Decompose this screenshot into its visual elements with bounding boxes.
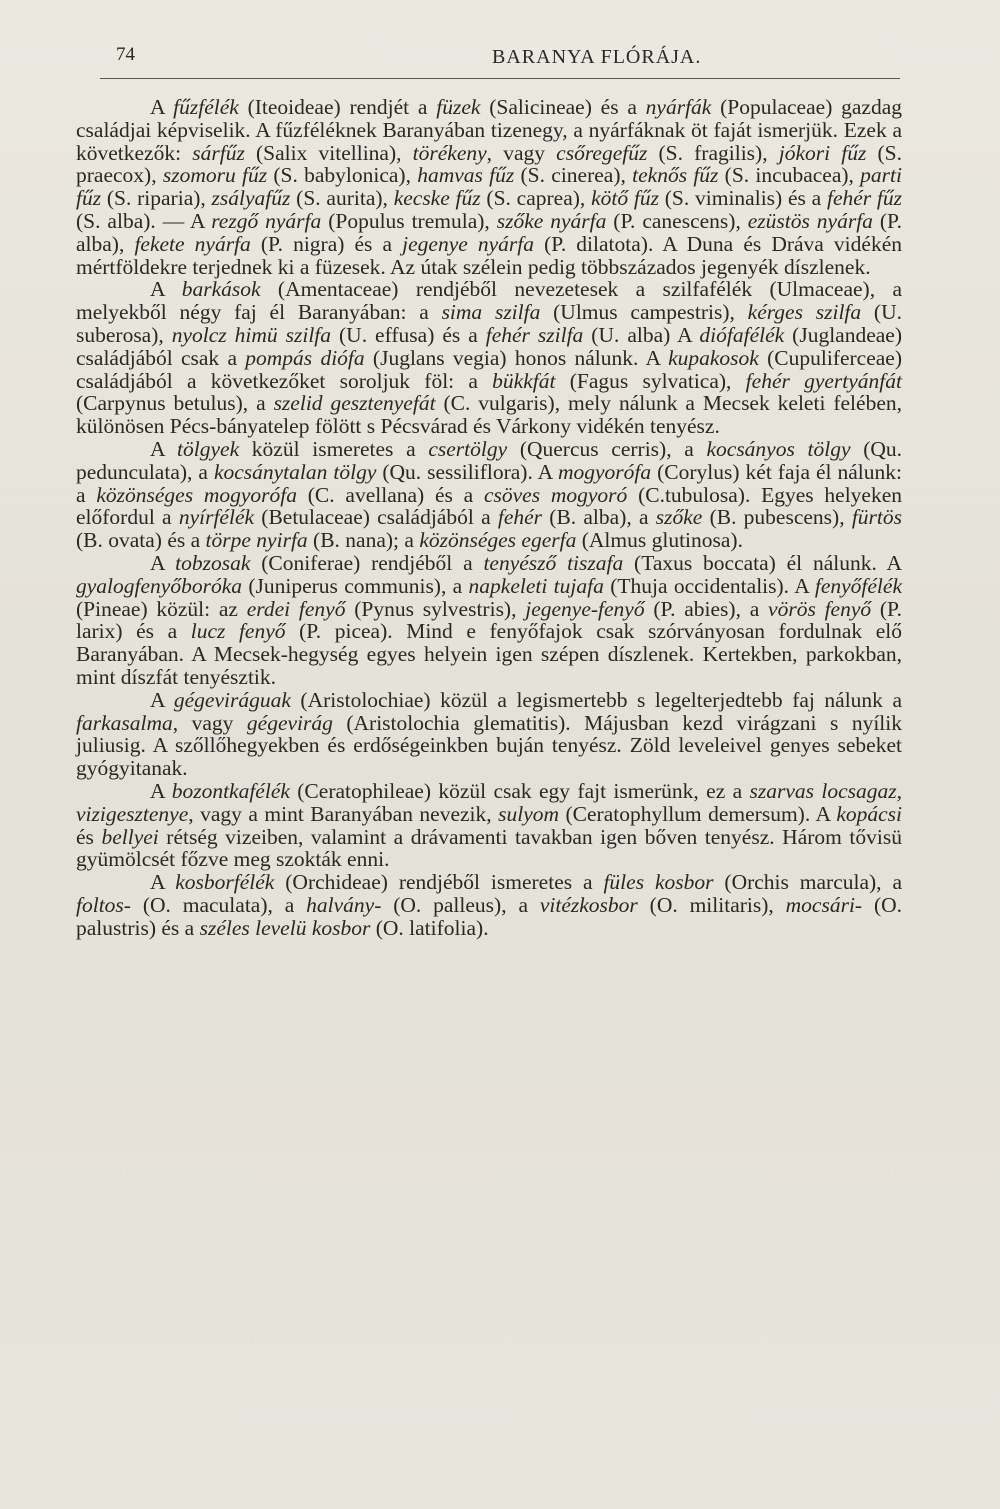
text-run: (Qu. sessiliflora). A — [376, 459, 558, 484]
italic-term: törpe nyirfa — [205, 528, 308, 553]
text-run: (C. vulgaris), mely nálunk a Mecsek keleti felében, különösen Pécs-bányatelep fölött s Pécsvárad és Várkony vidékén tenyész. — [76, 391, 902, 439]
italic-term: halvány- — [306, 892, 382, 917]
text-run: (Juglandeae) családjából csak a — [76, 322, 902, 370]
text-run: , vagy a mint Baranyában nevezik, — [188, 801, 499, 826]
italic-term: fekete nyárfa — [134, 231, 251, 256]
italic-term: széles levelü kosbor — [199, 915, 371, 940]
italic-term: parti fűz — [76, 163, 902, 211]
text-run: (Salicineae) és a — [480, 95, 646, 119]
paragraph-birthworts — [76, 689, 902, 780]
page-number: 74 — [116, 44, 135, 65]
italic-term: jókori fűz — [778, 140, 867, 165]
text-run: (Almus glutinosa). — [576, 528, 743, 553]
italic-term: fehér fűz — [826, 186, 903, 211]
text-run: (U. alba) A — [583, 322, 700, 347]
text-run: A — [150, 687, 174, 712]
paragraph-conifers — [76, 552, 902, 689]
text-run: közül ismeretes a — [239, 436, 429, 461]
italic-term: füzek — [436, 95, 481, 119]
italic-term: fűzfélék — [173, 95, 239, 119]
italic-term: napkeleti tujafa — [468, 573, 604, 598]
italic-term: vitézkosbor — [539, 892, 638, 917]
italic-term: szőke nyárfa — [496, 208, 607, 233]
italic-term: közönséges mogyorófa — [96, 482, 297, 507]
text-run: A — [150, 95, 174, 119]
italic-term: közönséges egerfa — [419, 528, 577, 553]
text-run: (Betulaceae) családjából a — [254, 505, 498, 530]
text-run: (B. alba), a — [542, 505, 656, 530]
italic-term: tenyésző tiszafa — [483, 550, 624, 575]
text-run: (Pynus sylvestris), — [345, 596, 526, 621]
text-run: (Populaceae) gazdag családjai képviselik. A fűzféléknek Baranyában tizenegy, a nyárfáknak öt faját ismerjük. Ezek a következők: — [76, 95, 903, 165]
text-run: , vagy — [486, 140, 557, 165]
italic-term: csöves mogyoró — [483, 482, 628, 507]
paragraph-catkin-bearers — [76, 278, 902, 438]
italic-term: kupakosok — [668, 345, 759, 370]
italic-term: szőke — [655, 505, 703, 530]
text-run: (O. palustris) és a — [76, 892, 903, 940]
italic-term: barkások — [181, 277, 261, 302]
page-header — [100, 38, 900, 82]
italic-term: jegenye-fenyő — [525, 596, 645, 621]
text-run: (S. caprea), — [480, 186, 592, 211]
text-run: (Ceratophileae) közül csak egy fajt ismerünk, ez a — [289, 778, 750, 803]
paragraph-oaks — [76, 438, 902, 552]
italic-term: törékeny — [412, 140, 487, 165]
running-title: BARANYA FLÓRÁJA. — [492, 46, 702, 68]
italic-term: tobzosak — [175, 550, 251, 575]
text-run: (Juglans vegia) honos nálunk. A — [364, 345, 669, 370]
text-run: (B. pubescens), — [702, 505, 852, 530]
text-run: , vagy — [172, 710, 247, 735]
italic-term: bozontkafélék — [171, 778, 290, 803]
body-text — [76, 96, 902, 939]
text-run: (C. avellana) és a — [297, 482, 484, 507]
italic-term: zsályafűz — [211, 186, 291, 211]
text-run: és — [76, 824, 102, 849]
italic-term: kocsánytalan tölgy — [213, 459, 377, 484]
italic-term: gégeviráguak — [173, 687, 291, 712]
text-run: (Coniferae) rendjéből a — [250, 550, 484, 575]
text-run: (P. nigra) és a — [250, 231, 403, 256]
text-run: (P. abies), a — [644, 596, 769, 621]
header-rule — [100, 78, 900, 79]
text-run: (O. maculata), a — [130, 892, 307, 917]
italic-term: erdei fenyő — [246, 596, 346, 621]
italic-term: nyírfélék — [178, 505, 255, 530]
paragraph-willows-poplars — [76, 96, 902, 278]
text-run: rétség vizeiben, valamint a drávamenti tavakban igen bőven tenyész. Három tővisü gyümölcsét főzve meg szokták enni. — [76, 824, 902, 872]
text-run: (S. alba). — A — [76, 208, 212, 233]
italic-term: gyalogfenyőboróka — [76, 573, 242, 598]
text-run: (P. alba), — [76, 208, 902, 256]
italic-term: mogyorófa — [557, 459, 652, 484]
italic-term: rezgő nyárfa — [211, 208, 322, 233]
italic-term: vörös fenyő — [768, 596, 872, 621]
text-run: (Corylus) két faja él nálunk: a — [76, 459, 902, 507]
text-run: (Orchis marcula), a — [713, 870, 903, 895]
text-run: (Iteoideae) rendjét a — [238, 95, 437, 119]
italic-term: kocsányos tölgy — [706, 436, 851, 461]
paragraph-hornworts — [76, 780, 902, 871]
text-run: (P. larix) és a — [76, 596, 903, 644]
text-run: (Amentaceae) rendjéből nevezetesek a szilfafélék (Ulmaceae), a melyekből négy faj él Baranyában: a — [76, 277, 902, 325]
text-run: (B. nana); a — [307, 528, 420, 553]
text-run: (S. fragilis), — [647, 140, 779, 165]
italic-term: bükkfát — [492, 368, 556, 393]
text-run: (C.tubulosa). Egyes helyeken előfordul a — [76, 482, 903, 530]
text-run: (Fagus sylvatica), — [555, 368, 746, 393]
italic-term: szarvas locsagaz, vizigesztenye — [76, 778, 903, 826]
italic-term: bellyei — [101, 824, 159, 849]
text-run: (Cupuliferceae) családjából a következőket soroljuk föl: a — [76, 345, 903, 393]
text-run: A — [150, 778, 172, 803]
italic-term: kopácsi — [836, 801, 902, 826]
text-run: (Ceratophyllum demersum). A — [559, 801, 837, 826]
text-run: A — [150, 277, 182, 302]
text-run: (O. militaris), — [637, 892, 786, 917]
text-run: (U. effusa) és a — [331, 322, 486, 347]
text-run: (Carpynus betulus), a — [76, 391, 274, 416]
text-run: (S. incubacea), — [718, 163, 861, 188]
italic-term: mocsári- — [785, 892, 863, 917]
italic-term: nyárfák — [645, 95, 712, 119]
text-run: (S. aurita), — [290, 186, 394, 211]
italic-term: lucz fenyő — [190, 619, 286, 644]
text-run: (O. palleus), a — [381, 892, 540, 917]
italic-term: kecske fűz — [393, 186, 481, 211]
italic-term: szomoru fűz — [162, 163, 268, 188]
italic-term: kötő fűz — [591, 186, 659, 211]
italic-term: nyolcz himü szilfa — [171, 322, 332, 347]
text-run: (O. latifolia). — [370, 915, 489, 940]
italic-term: kérges szilfa — [747, 300, 862, 325]
italic-term: füles kosbor — [603, 870, 714, 895]
italic-term: sima szilfa — [441, 300, 541, 325]
italic-term: fenyőfélék — [814, 573, 902, 598]
italic-term: fehér gyertyánfát — [745, 368, 903, 393]
italic-term: kosborfélék — [175, 870, 275, 895]
text-run: A — [150, 436, 178, 461]
text-run: (Thuja occidentalis). A — [603, 573, 815, 598]
text-run: A — [150, 550, 176, 575]
text-run: (Taxus boccata) él nálunk. A — [623, 550, 902, 575]
text-run: (Orchideae) rendjéből ismeretes a — [274, 870, 604, 895]
italic-term: teknős fűz — [632, 163, 719, 188]
italic-term: hamvas fűz — [417, 163, 515, 188]
text-run: (Pineae) közül: az — [76, 596, 247, 621]
text-run: (Quercus cerris), a — [507, 436, 707, 461]
text-run: (Ulmus campestris), — [540, 300, 748, 325]
italic-term: csőregefűz — [556, 140, 648, 165]
text-run: (S. riparia), — [101, 186, 212, 211]
text-run: (Qu. pedunculata), a — [76, 436, 903, 484]
text-run: (S. babylonica), — [267, 163, 418, 188]
text-run: (Populus tremula), — [321, 208, 497, 233]
italic-term: szelid gesztenyefát — [273, 391, 436, 416]
text-run: (S. viminalis) és a — [658, 186, 827, 211]
italic-term: fürtös — [851, 505, 902, 530]
text-run: (Salix vitellina), — [244, 140, 413, 165]
text-run: A — [150, 870, 176, 895]
text-run: (P. canescens), — [606, 208, 748, 233]
italic-term: sulyom — [498, 801, 560, 826]
text-run: (S. praecox), — [76, 140, 903, 188]
paragraph-orchids — [76, 871, 902, 939]
text-run: (S. cinerea), — [514, 163, 633, 188]
italic-term: jegenye nyárfa — [402, 231, 535, 256]
italic-term: csertölgy — [428, 436, 508, 461]
text-run: (U. suberosa), — [76, 300, 902, 347]
italic-term: diófafélék — [699, 322, 785, 347]
text-run: (P. dilatota). A Duna és Dráva vidékén mértföldekre terjednek ki a füzesek. Az útak szélein pedig többszázados jegenyék díszlenek. — [76, 231, 902, 279]
italic-term: fehér — [497, 505, 543, 530]
text-run: (Aristolochia glematitis). Májusban kezd virágzani s nyílik juliusig. A szőllőhegyekben és erdőségeinkben buján tenyész. Zöld leveleivel genyes sebeket gyógyitanak. — [76, 710, 902, 781]
italic-term: fehér szilfa — [485, 322, 584, 347]
italic-term: pompás diófa — [245, 345, 365, 370]
text-run: (B. ovata) és a — [76, 528, 206, 553]
text-run: (Juniperus communis), a — [242, 573, 469, 598]
text-run: (P. picea). Mind e fenyőfajok csak szórványosan fordulnak elő Baranyában. A Mecsek-hegység egyes helyein igen szépen díszlenek. Kertekben, parkokban, mint díszfát tenyésztik. — [76, 619, 902, 689]
italic-term: ezüstös nyárfa — [747, 208, 873, 233]
italic-term: foltos- — [76, 892, 131, 917]
text-run: (Aristolochiae) közül a legismertebb s legelterjedtebb faj nálunk a — [290, 687, 903, 712]
italic-term: gégevirág — [246, 710, 333, 735]
italic-term: tölgyek — [177, 436, 240, 461]
italic-term: sárfűz — [192, 140, 245, 165]
italic-term: farkasalma — [76, 710, 173, 735]
